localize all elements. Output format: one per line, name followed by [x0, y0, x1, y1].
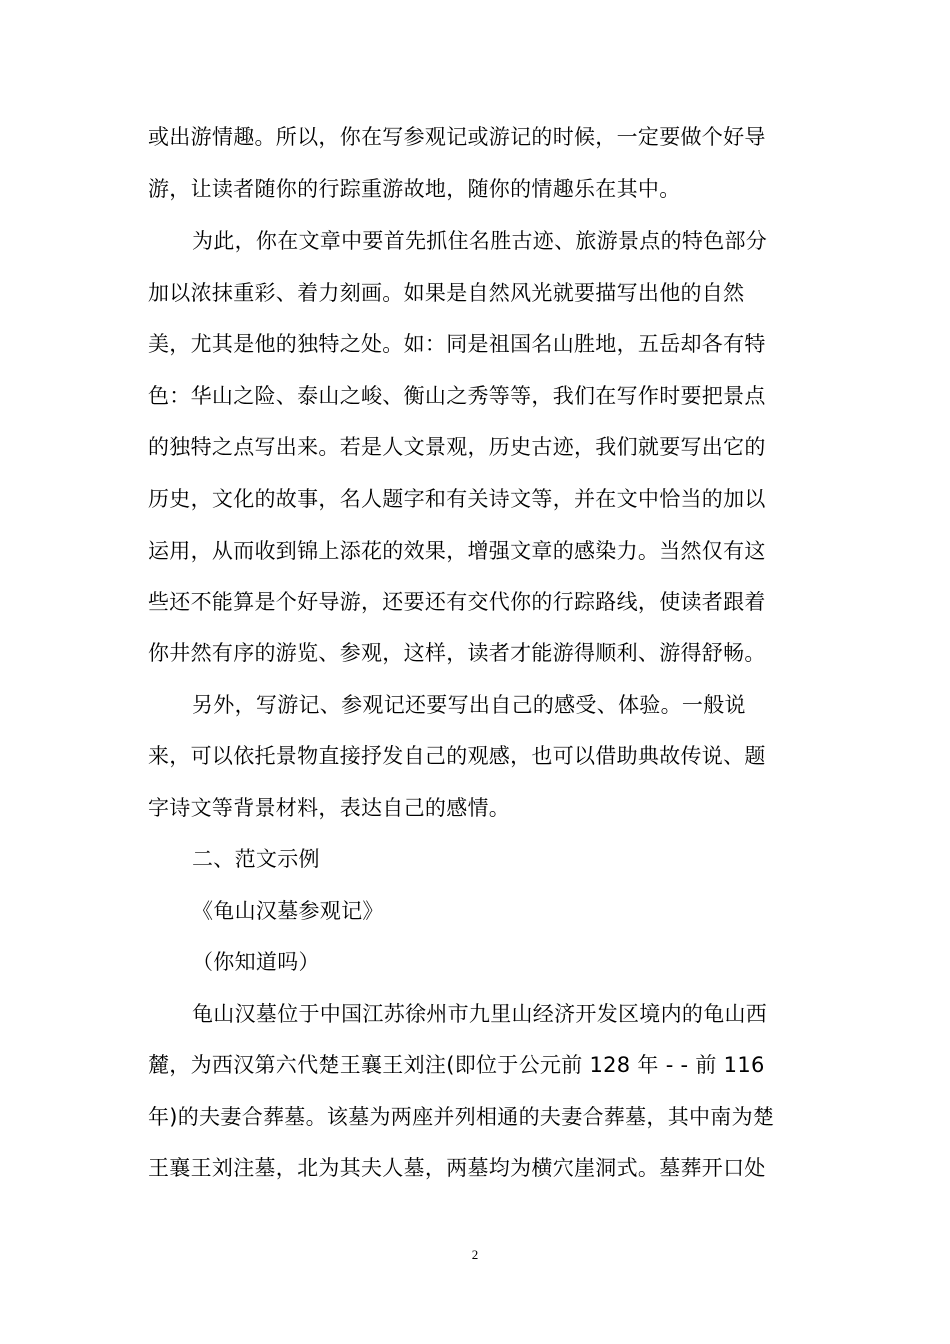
section-heading: 二、范文示例: [192, 847, 320, 871]
text-line: 麓，为西汉第六代楚王襄王刘注(即位于公元前 128 年 - - 前 116: [148, 1053, 765, 1077]
article-subtitle: （你知道吗）: [192, 950, 320, 974]
text-line: 游，让读者随你的行踪重游故地，随你的情趣乐在其中。: [148, 177, 681, 201]
paragraph-start-line: 为此，你在文章中要首先抓住名胜古迹、旅游景点的特色部分: [192, 229, 768, 253]
text-line: 加以浓抹重彩、着力刻画。如果是自然风光就要描写出他的自然: [148, 281, 745, 305]
article-title: 《龟山汉墓参观记》: [192, 899, 384, 923]
text-line: 年)的夫妻合葬墓。该墓为两座并列相通的夫妻合葬墓，其中南为楚: [148, 1105, 775, 1129]
text-line: 王襄王刘注墓，北为其夫人墓，两墓均为横穴崖洞式。墓葬开口处: [148, 1156, 766, 1180]
text-line: 字诗文等背景材料，表达自己的感情。: [148, 796, 511, 820]
text-line: 的独特之点写出来。若是人文景观，历史古迹，我们就要写出它的: [148, 435, 766, 459]
text-line: 色：华山之险、泰山之峻、衡山之秀等等，我们在写作时要把景点: [148, 384, 766, 408]
paragraph-start-line: 龟山汉墓位于中国江苏徐州市九里山经济开发区境内的龟山西: [192, 1002, 768, 1026]
page-number: 2: [471, 1247, 479, 1262]
paragraph-start-line: 另外，写游记、参观记还要写出自己的感受、体验。一般说: [192, 693, 746, 717]
text-line: 历史，文化的故事，名人题字和有关诗文等，并在文中恰当的加以: [148, 487, 766, 511]
text-line: 运用，从而收到锦上添花的效果，增强文章的感染力。当然仅有这: [148, 539, 766, 563]
text-line: 美，尤其是他的独特之处。如：同是祖国名山胜地，五岳却各有特: [148, 332, 766, 356]
text-line: 来，可以依托景物直接抒发自己的观感，也可以借助典故传说、题: [148, 744, 766, 768]
text-line: 你井然有序的游览、参观，这样，读者才能游得顺利、游得舒畅。: [148, 641, 766, 665]
text-line: 些还不能算是个好导游，还要还有交代你的行踪路线，使读者跟着: [148, 590, 766, 614]
text-line: 或出游情趣。所以，你在写参观记或游记的时候，一定要做个好导: [148, 125, 766, 149]
